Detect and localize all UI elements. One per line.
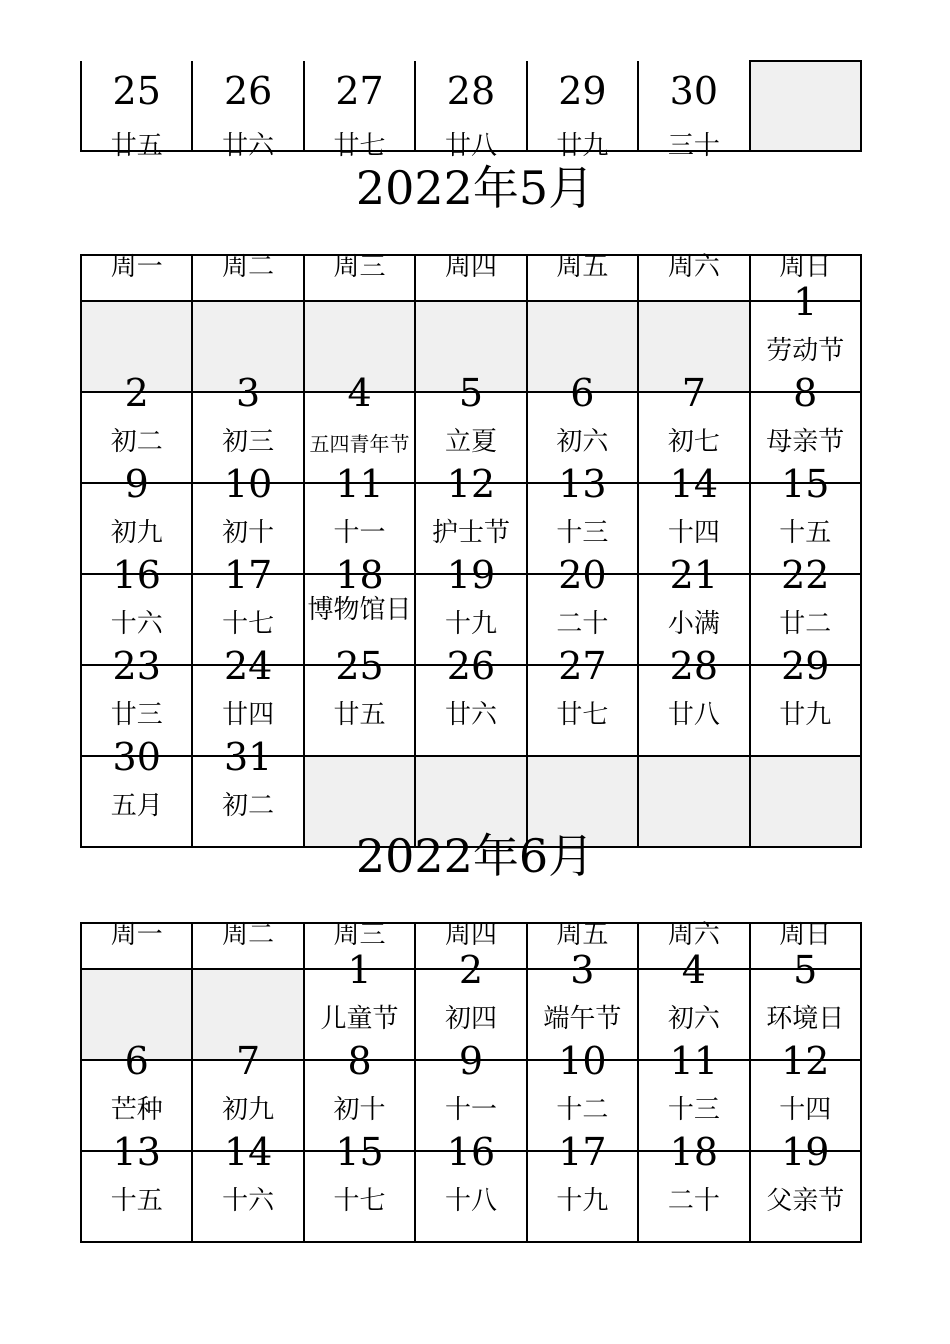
day-cell bbox=[304, 1130, 415, 1242]
day-number: 19 bbox=[781, 1130, 830, 1174]
day-number: 11 bbox=[335, 462, 384, 506]
lunar-or-festival-label: 廿七 bbox=[333, 131, 386, 161]
day-number: 13 bbox=[558, 462, 607, 506]
weekday-header-cell bbox=[81, 920, 192, 969]
day-number: 26 bbox=[223, 69, 273, 113]
weekday-header-cell bbox=[638, 252, 749, 301]
day-number: 7 bbox=[236, 1039, 261, 1083]
day-number: 11 bbox=[669, 1039, 718, 1083]
day-cell bbox=[750, 1130, 861, 1242]
day-number: 3 bbox=[236, 371, 261, 415]
day-number: 12 bbox=[781, 1039, 830, 1083]
lunar-or-festival-label: 五月 bbox=[110, 791, 163, 821]
day-cell bbox=[527, 61, 638, 161]
day-number: 26 bbox=[446, 644, 496, 688]
weekday-header-cell bbox=[304, 252, 415, 301]
day-number: 13 bbox=[112, 1130, 161, 1174]
day-number: 29 bbox=[781, 644, 830, 688]
lunar-or-festival-label: 廿五 bbox=[333, 700, 386, 730]
lunar-or-festival-label: 劳动节 bbox=[766, 336, 845, 366]
day-number: 30 bbox=[669, 69, 718, 113]
lunar-or-festival-label: 廿三 bbox=[110, 700, 163, 730]
weekday-label: 周四 bbox=[444, 920, 497, 950]
lunar-or-festival-label: 二十 bbox=[556, 609, 609, 639]
lunar-or-festival-label: 十五 bbox=[779, 518, 832, 548]
day-cell bbox=[192, 61, 303, 161]
weekday-label: 周一 bbox=[110, 252, 163, 282]
day-cell bbox=[415, 644, 526, 756]
lunar-or-festival-label: 廿六 bbox=[444, 700, 497, 730]
day-cell bbox=[81, 61, 192, 161]
june-title: 2022年6月 bbox=[355, 829, 595, 883]
lunar-or-festival-label: 初十 bbox=[222, 518, 275, 548]
lunar-or-festival-label: 十六 bbox=[222, 1186, 275, 1216]
day-number: 5 bbox=[458, 371, 484, 415]
day-number: 4 bbox=[347, 371, 372, 415]
lunar-or-festival-label: 十八 bbox=[444, 1186, 497, 1216]
day-number: 9 bbox=[124, 462, 149, 506]
lunar-or-festival-label: 初六 bbox=[556, 427, 609, 457]
day-number: 21 bbox=[669, 553, 718, 597]
lunar-or-festival-label: 廿九 bbox=[556, 131, 609, 161]
lunar-or-festival-label: 护士节 bbox=[431, 518, 510, 548]
lunar-or-festival-label: 芒种 bbox=[110, 1095, 163, 1125]
weekday-label: 周三 bbox=[333, 920, 386, 950]
day-number: 20 bbox=[558, 553, 607, 597]
day-number: 18 bbox=[669, 1130, 718, 1174]
day-cell bbox=[81, 1130, 192, 1242]
week-row bbox=[81, 1151, 861, 1242]
day-number: 5 bbox=[793, 948, 818, 992]
day-number: 28 bbox=[669, 644, 718, 688]
day-cell bbox=[192, 1130, 303, 1242]
day-number: 9 bbox=[458, 1039, 484, 1083]
lunar-or-festival-label: 环境日 bbox=[766, 1004, 845, 1034]
day-number: 14 bbox=[223, 1130, 273, 1174]
day-number: 6 bbox=[570, 371, 595, 415]
day-number: 15 bbox=[335, 1130, 384, 1174]
lunar-or-festival-label: 立夏 bbox=[444, 427, 497, 457]
day-number: 14 bbox=[669, 462, 718, 506]
lunar-or-festival-label: 初六 bbox=[667, 1004, 720, 1034]
weekday-header-cell bbox=[192, 252, 303, 301]
lunar-or-festival-label: 廿六 bbox=[222, 131, 275, 161]
lunar-or-festival-label: 十四 bbox=[667, 518, 720, 548]
weekday-label: 周三 bbox=[333, 252, 386, 282]
day-cell bbox=[415, 1130, 526, 1242]
lunar-or-festival-label: 十一 bbox=[333, 518, 386, 548]
day-number: 16 bbox=[446, 1130, 496, 1174]
lunar-or-festival-label: 博物馆日 bbox=[307, 595, 412, 625]
lunar-or-festival-label: 初二 bbox=[222, 791, 275, 821]
day-number: 8 bbox=[793, 371, 818, 415]
empty-day-cell bbox=[750, 61, 861, 151]
weekday-header-cell bbox=[192, 920, 303, 969]
may-calendar-grid bbox=[80, 254, 862, 848]
day-cell bbox=[304, 61, 415, 161]
day-number: 12 bbox=[446, 462, 496, 506]
day-number: 29 bbox=[558, 69, 607, 113]
lunar-or-festival-label: 小满 bbox=[667, 609, 720, 639]
lunar-or-festival-label: 十四 bbox=[779, 1095, 832, 1125]
lunar-or-festival-label: 初四 bbox=[444, 1004, 497, 1034]
lunar-or-festival-label: 廿五 bbox=[110, 131, 163, 161]
june-calendar-grid bbox=[80, 922, 862, 1243]
weekday-label: 周六 bbox=[667, 252, 720, 282]
day-number: 31 bbox=[223, 735, 273, 779]
day-cell bbox=[304, 644, 415, 756]
lunar-or-festival-label: 十九 bbox=[444, 609, 497, 639]
weekday-header-cell bbox=[415, 252, 526, 301]
day-number: 6 bbox=[124, 1039, 149, 1083]
day-number: 8 bbox=[347, 1039, 372, 1083]
day-cell bbox=[415, 61, 526, 161]
lunar-or-festival-label: 三十 bbox=[667, 131, 720, 161]
lunar-or-festival-label: 十六 bbox=[110, 609, 163, 639]
day-number: 15 bbox=[781, 462, 830, 506]
lunar-or-festival-label: 十三 bbox=[556, 518, 609, 548]
lunar-or-festival-label: 廿九 bbox=[779, 700, 832, 730]
day-number: 28 bbox=[446, 69, 496, 113]
day-number: 19 bbox=[446, 553, 496, 597]
day-number: 2 bbox=[458, 948, 484, 992]
lunar-or-festival-label: 十七 bbox=[333, 1186, 386, 1216]
weekday-label: 周日 bbox=[779, 920, 832, 950]
day-number: 22 bbox=[781, 553, 830, 597]
weekday-header-row bbox=[81, 255, 861, 301]
day-number: 18 bbox=[335, 553, 384, 597]
lunar-or-festival-label: 廿八 bbox=[444, 131, 497, 161]
weekday-label: 周二 bbox=[222, 920, 275, 950]
week-row bbox=[81, 61, 861, 151]
lunar-or-festival-label: 十七 bbox=[222, 609, 275, 639]
day-number: 4 bbox=[681, 948, 706, 992]
previous-month-tail bbox=[80, 60, 862, 161]
lunar-or-festival-label: 端午节 bbox=[543, 1004, 622, 1034]
weekday-label: 周六 bbox=[667, 920, 720, 950]
day-number: 2 bbox=[124, 371, 149, 415]
day-cell bbox=[638, 61, 749, 161]
lunar-or-festival-label: 十二 bbox=[556, 1095, 609, 1125]
day-number: 3 bbox=[570, 948, 595, 992]
lunar-or-festival-label: 五四青年节 bbox=[309, 432, 410, 456]
day-cell bbox=[750, 644, 861, 756]
day-number: 17 bbox=[558, 1130, 607, 1174]
day-number: 27 bbox=[558, 644, 607, 688]
weekday-label: 周一 bbox=[110, 920, 163, 950]
weekday-label: 周二 bbox=[222, 252, 275, 282]
weekday-header-cell bbox=[81, 252, 192, 301]
weekday-label: 周五 bbox=[556, 920, 609, 950]
lunar-or-festival-label: 初七 bbox=[667, 427, 720, 457]
day-cell bbox=[638, 644, 749, 756]
lunar-or-festival-label: 初二 bbox=[110, 427, 163, 457]
day-number: 1 bbox=[793, 280, 818, 324]
day-number: 1 bbox=[347, 948, 372, 992]
lunar-or-festival-label: 母亲节 bbox=[766, 427, 845, 457]
day-cell bbox=[527, 1130, 638, 1242]
lunar-or-festival-label: 十一 bbox=[444, 1095, 497, 1125]
day-number: 30 bbox=[112, 735, 161, 779]
lunar-or-festival-label: 初九 bbox=[110, 518, 163, 548]
day-number: 24 bbox=[223, 644, 273, 688]
day-number: 10 bbox=[558, 1039, 607, 1083]
lunar-or-festival-label: 初三 bbox=[222, 427, 275, 457]
day-cell bbox=[527, 644, 638, 756]
lunar-or-festival-label: 二十 bbox=[667, 1186, 720, 1216]
day-cell bbox=[638, 1130, 749, 1242]
day-number: 25 bbox=[112, 69, 161, 113]
weekday-label: 周五 bbox=[556, 252, 609, 282]
weekday-label: 周日 bbox=[779, 252, 832, 282]
day-number: 16 bbox=[112, 553, 161, 597]
lunar-or-festival-label: 廿七 bbox=[556, 700, 609, 730]
may-title: 2022年5月 bbox=[355, 161, 595, 215]
day-number: 10 bbox=[223, 462, 273, 506]
lunar-or-festival-label: 廿八 bbox=[667, 700, 720, 730]
weekday-header-cell bbox=[527, 252, 638, 301]
day-number: 25 bbox=[335, 644, 384, 688]
weekday-label: 周四 bbox=[444, 252, 497, 282]
lunar-or-festival-label: 十九 bbox=[556, 1186, 609, 1216]
lunar-or-festival-label: 初十 bbox=[333, 1095, 386, 1125]
lunar-or-festival-label: 初九 bbox=[222, 1095, 275, 1125]
day-number: 23 bbox=[112, 644, 161, 688]
lunar-or-festival-label: 十三 bbox=[667, 1095, 720, 1125]
day-number: 17 bbox=[223, 553, 273, 597]
lunar-or-festival-label: 父亲节 bbox=[766, 1186, 845, 1216]
day-number: 7 bbox=[681, 371, 706, 415]
lunar-or-festival-label: 廿四 bbox=[222, 700, 275, 730]
lunar-or-festival-label: 廿二 bbox=[779, 609, 832, 639]
day-number: 27 bbox=[335, 69, 384, 113]
lunar-or-festival-label: 儿童节 bbox=[320, 1004, 399, 1034]
lunar-or-festival-label: 十五 bbox=[110, 1186, 163, 1216]
